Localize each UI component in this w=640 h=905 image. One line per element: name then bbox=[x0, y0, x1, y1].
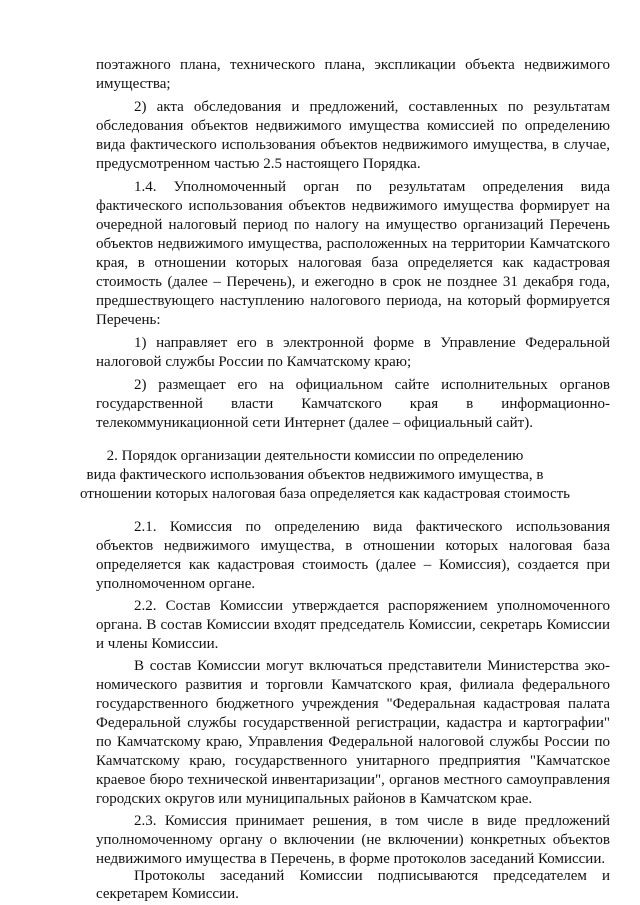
section-heading: 2. Порядок организации деятельности комиссии по определению bbox=[106, 448, 524, 464]
text-line: Протоколы заседаний Комиссии подписываются председателем и bbox=[134, 868, 610, 884]
text-line: и члены Комиссии. bbox=[96, 636, 219, 652]
text-line: телекоммуникационной сети Интернет (далее – официальный сайт). bbox=[96, 415, 533, 431]
text-line: Перечень: bbox=[96, 312, 161, 328]
text-line: очередной налоговый период по налогу на имущество организаций Перечень bbox=[96, 217, 610, 233]
text-line: 2.2. Состав Комиссии утверждается распоряжением уполномоченного bbox=[134, 598, 610, 614]
text-line: номического развития и торговли Камчатского края, филиала федерального bbox=[96, 677, 610, 693]
text-line: государственной власти Камчатского края в информационно- bbox=[96, 396, 610, 412]
text-line: поэтажного плана, технического плана, экспликации объекта недвижимого bbox=[96, 57, 610, 73]
text-line: секретарем Комиссии. bbox=[96, 886, 239, 902]
text-line: фактического использования объектов недвижимого имущества формирует на bbox=[96, 198, 610, 214]
text-line: 1.4. Уполномоченный орган по результатам определения вида bbox=[134, 179, 610, 195]
text-line: государственного бюджетного учреждения "Федеральная кадастровая палата bbox=[96, 696, 610, 712]
text-line: предшествующего наступлению налогового периода, на который формируется bbox=[96, 293, 610, 309]
text-line: городских округов или муниципальных районов в Камчатском крае. bbox=[96, 791, 533, 807]
text-line: В состав Комиссии могут включаться представители Министерства эко- bbox=[134, 658, 610, 674]
text-line: Камчатскому краю, государственного унитарного предприятия "Камчатское bbox=[96, 753, 610, 769]
text-line: края, в отношении которых налоговая база определяется как кадастровая bbox=[96, 255, 610, 271]
text-line: 2.1. Комиссия по определению вида фактического использования bbox=[134, 519, 610, 535]
text-line: уполномоченному органу о включении (не включении) конкретных объектов bbox=[96, 832, 610, 848]
text-line: органа. В состав Комиссии входят председатель Комиссии, секретарь Комиссии bbox=[96, 617, 610, 633]
text-line: Федеральной службы государственной регистрации, кадастра и картографии" bbox=[96, 715, 610, 731]
text-line: недвижимого имущества в Перечень, в форме протоколов заседаний Комиссии. bbox=[96, 851, 606, 867]
text-line: обследования объектов недвижимого имущества комиссией по определению bbox=[96, 118, 610, 134]
text-line: предусмотренном частью 2.5 настоящего Порядка. bbox=[96, 156, 421, 172]
text-line: налоговой службы России по Камчатскому краю; bbox=[96, 354, 412, 370]
section-heading: отношении которых налоговая база определяется как кадастровая стоимость bbox=[80, 486, 571, 502]
text-line: имущества; bbox=[96, 76, 171, 92]
text-line: 2) размещает его на официальном сайте исполнительных органов bbox=[134, 377, 610, 393]
section-heading: вида фактического использования объектов недвижимого имущества, в bbox=[86, 467, 544, 483]
text-line: 1) направляет его в электронной форме в Управление Федеральной bbox=[134, 335, 610, 351]
text-line: по Камчатскому краю, Управления Федеральной налоговой службы России по bbox=[96, 734, 610, 750]
text-line: стоимость (далее – Перечень), и ежегодно в срок не позднее 31 декабря года, bbox=[96, 274, 610, 290]
text-line: 2.3. Комиссия принимает решения, в том числе в виде предложений bbox=[134, 813, 610, 829]
text-line: объектов недвижимого имущества, в отношении которых налоговая база bbox=[96, 538, 610, 554]
text-line: 2) акта обследования и предложений, составленных по результатам bbox=[134, 99, 610, 115]
text-line: уполномоченном органе. bbox=[96, 576, 256, 592]
text-line: краевое бюро технической инвентаризации", органов местного самоуправления bbox=[96, 772, 610, 788]
text-line: вида фактического использования объектов недвижимого имущества, в случае, bbox=[96, 137, 610, 153]
text-line: объектов недвижимого имущества, расположенных на территории Камчатского bbox=[96, 236, 610, 252]
text-line: определяется как кадастровая стоимость (далее – Комиссия), создается при bbox=[96, 557, 610, 573]
